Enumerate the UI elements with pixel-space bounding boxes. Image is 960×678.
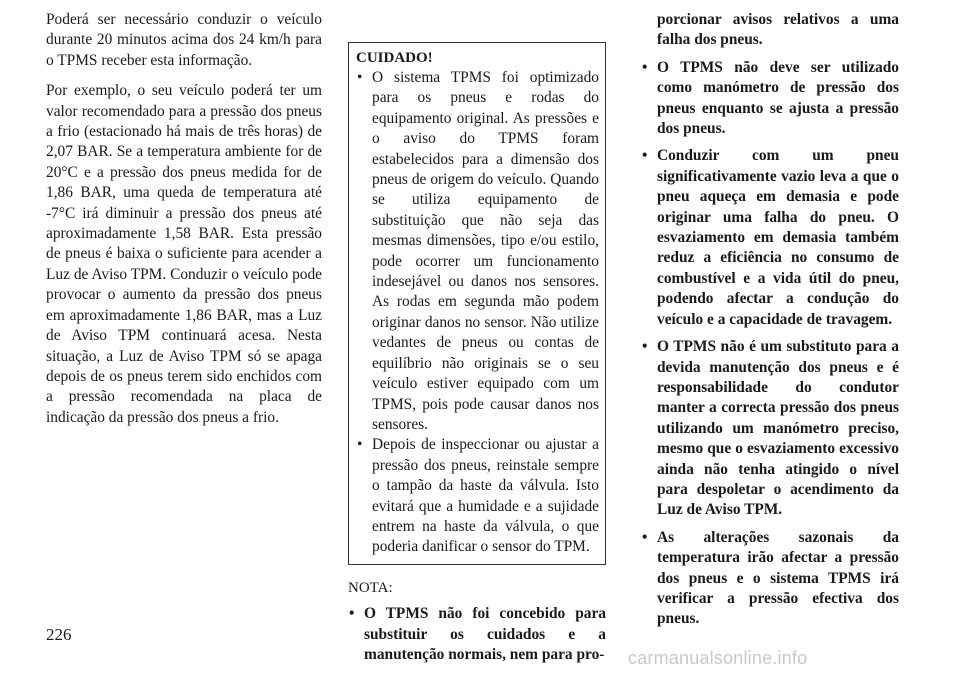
- note-item: • As alterações sazonais da temperatura irão afectar a pressão dos pneus e o sistema TPMS irá verificar a pressão efectiva dos pneus.: [641, 528, 899, 630]
- paragraph-example: Por exemplo, o seu veículo poderá ter um valor recomendado para a pressão dos pneus a frio (estacionado há mais de três horas) de 2,07 BAR. Se a temperatura ambiente for de 20°C e a pressão dos pneus medida for de 1,86 BAR, uma queda de temperatura até -7°C irá diminuir a pressão dos pneus até aproximadamente 1,58 BAR. Esta pressão de pneus é baixa o suficiente para acender a Luz de Aviso TPM. Conduzir o veículo pode provocar o aumento da pressão dos pneus em aproximadamente 1,86 BAR, mas a Luz de Aviso TPM continuará acesa. Nesta situação, a Luz de Aviso TPM só se apaga depois de os pneus terem sido enchidos com a pressão recomendada na placa de indicação da pressão dos pneus a frio.: [46, 82, 322, 426]
- note-item: • O TPMS não deve ser utilizado como manómetro de pressão dos pneus enquanto se ajusta a pressão dos pneus.: [641, 58, 899, 140]
- note-item-continuation: porcionar avisos relativos a uma falha dos pneus.: [657, 11, 899, 49]
- caution-item: • O sistema TPMS foi optimizado para os pneus e rodas do equipamento original. As pressões e o aviso do TPMS foram estabelecidos para a dimensão dos pneus de origem do veículo. Quando se utiliza equipamento de substituição que não seja das mesmas dimensões, tipo e/ou estilo, pode ocorrer um funcionamento indesejável ou danos nos sensores. As rodas em segunda mão podem originar danos no sensor. Não utilize vedantes de pneus ou contas de equilíbrio não originais se o seu veículo estiver equipado com um TPMS, pois pode causar danos nos sensores.: [356, 68, 599, 435]
- caution-title: CUIDADO!: [356, 50, 433, 66]
- caution-list: [356, 68, 599, 558]
- caution-item: • Depois de inspeccionar ou ajustar a pressão dos pneus, reinstale sempre o tampão da haste da válvula. Isto evitará que a humidade e a sujidade entrem na haste da válvula, o que poderia danificar o sensor do TPM.: [356, 435, 599, 557]
- column-middle: [348, 10, 606, 672]
- note-item: • Conduzir com um pneu significativamente vazio leva a que o pneu aqueça em demasia e pode originar uma falha do pneu. O esvaziamento em demasia também reduz a eficiência no consumo de combustível e a vida útil do pneu, podendo afectar a condução do veículo e a capacidade de travagem.: [641, 146, 899, 330]
- note-list-continued: [641, 58, 899, 630]
- page-number: 226: [46, 625, 72, 644]
- note-title: NOTA:: [348, 579, 393, 596]
- paragraph-drive-time: Poderá ser necessário conduzir o veículo durante 20 minutos acima dos 24 km/h para o TPMS receber esta informação.: [46, 11, 322, 69]
- note-list: [348, 604, 606, 665]
- watermark: carmanualsonline.info: [628, 648, 808, 668]
- note-item: • O TPMS não é um substituto para a devida manutenção dos pneus e é responsabilidade do condutor manter a correcta pressão dos pneus utilizando um manómetro preciso, mesmo que o esvaziamento excessivo ainda não tenha atingido o nível para despoletar o acendimento da Luz de Aviso TPM.: [641, 337, 899, 521]
- column-left: [46, 10, 322, 438]
- caution-box: [348, 42, 606, 565]
- note-item: • O TPMS não foi concebido para substituir os cuidados e a manutenção normais, nem para pro-: [348, 604, 606, 665]
- column-right: [641, 10, 899, 637]
